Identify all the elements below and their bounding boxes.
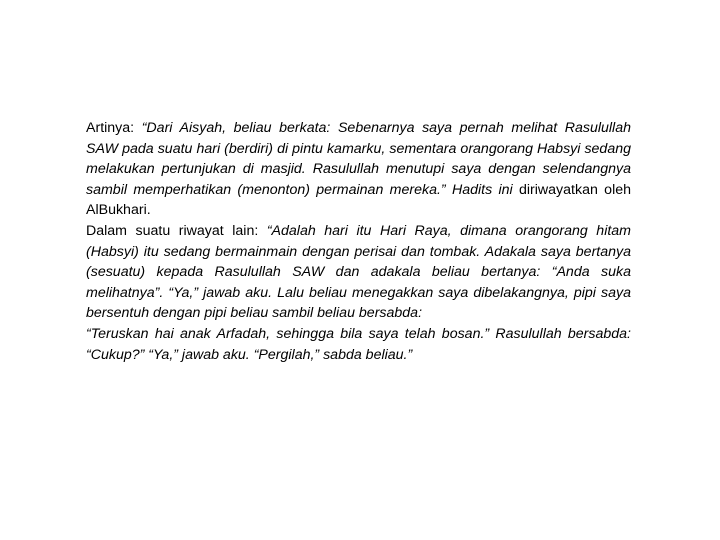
hadith-source: diriwayatkan oleh AlBukhari.	[86, 181, 631, 219]
closing-quote-paragraph: “Teruskan hai anak Arfadah, sehingga bila saya telah bosan.” Rasulullah bersabda: “Cukup?” “Ya,” jawab aku. “Pergilah,” sabda beliau.”	[86, 325, 631, 363]
hadith-text-block	[86, 118, 631, 365]
translation-quote: “Dari Aisyah, beliau berkata: Sebenarnya saya pernah melihat Rasulullah SAW pada suatu hari (berdiri) di pintu kamarku, sementara orangorang Habsyi sedang melakukan pertunjukan di masjid. Rasulullah menutupi saya dengan selendangnya sambil memperhatikan (menonton) permainan mereka.” Hadits ini	[86, 120, 631, 198]
other-narration-paragraph	[86, 221, 631, 324]
other-narration-quote: “Adalah hari itu Hari Raya, dimana orangorang hitam (Habsyi) itu sedang bermainmain dengan perisai dan tombak. Adakala saya bertanya (sesuatu) kepada Rasulullah SAW dan adakala beliau bertanya: “Anda suka melihatnya”. “Ya,” jawab aku. Lalu beliau menegakkan saya dibelakangnya, pipi saya bersentuh dengan pipi beliau sambil beliau bersabda:	[86, 222, 632, 322]
translation-label: Artinya:	[86, 120, 142, 136]
translation-paragraph	[86, 118, 631, 221]
other-narration-intro: Dalam suatu riwayat lain:	[86, 222, 267, 239]
